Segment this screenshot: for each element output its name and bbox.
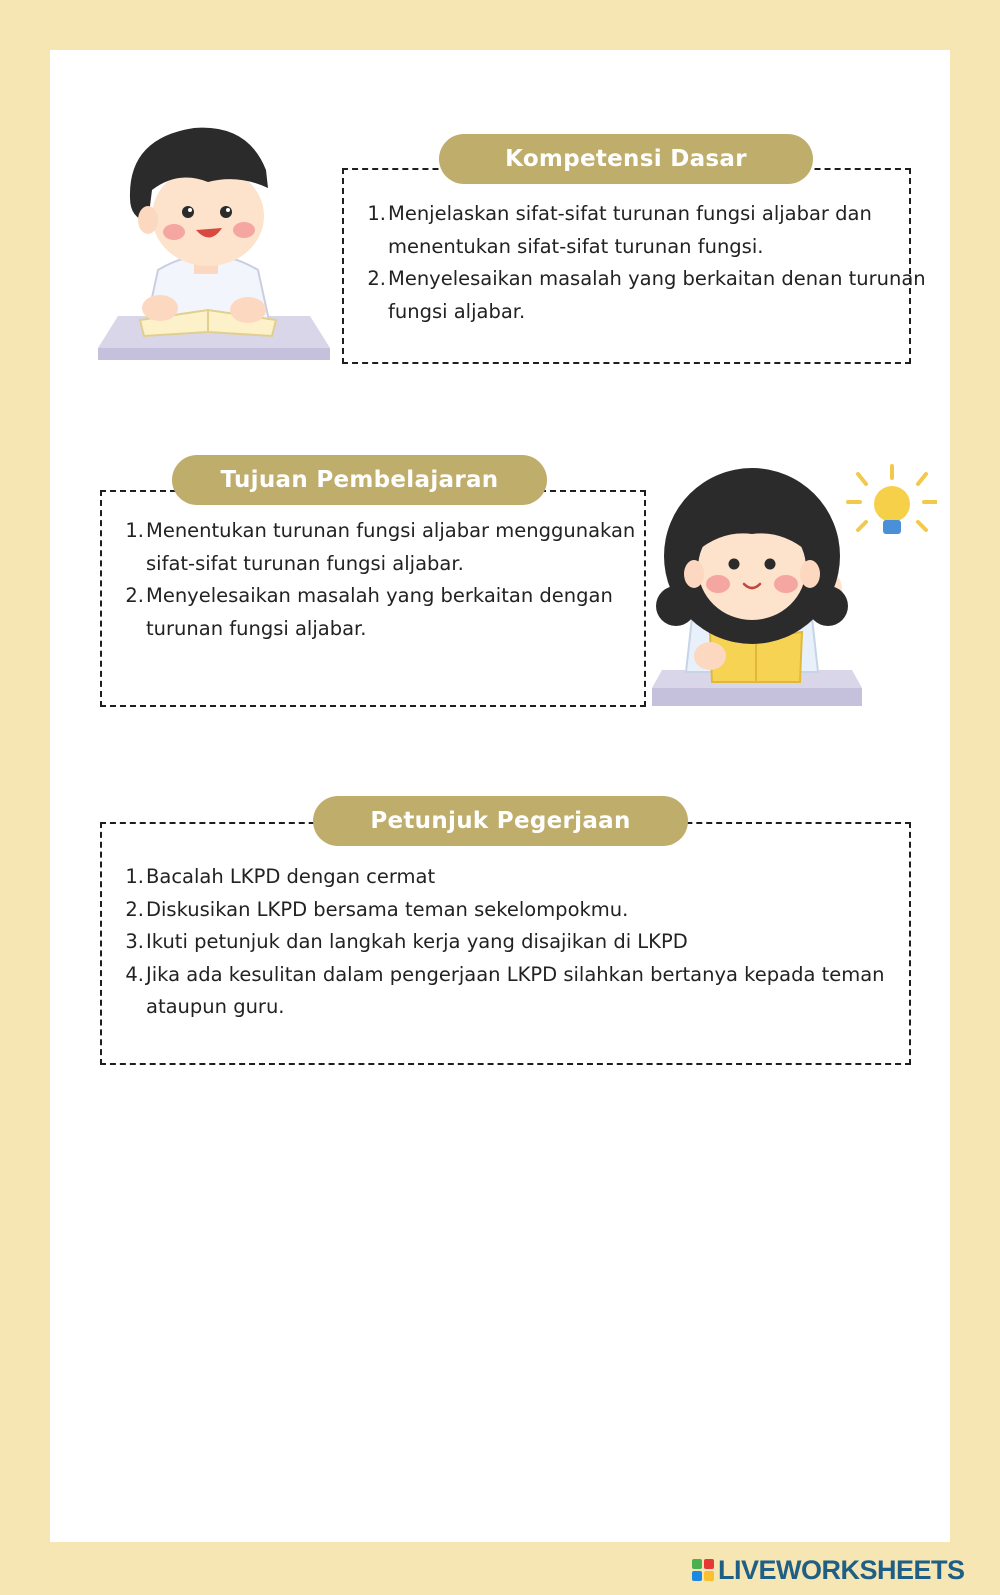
kompetensi-dasar-list xyxy=(342,198,954,328)
kompetensi-dasar-title: Kompetensi Dasar xyxy=(439,134,813,184)
boy-reading-book-icon xyxy=(98,120,330,368)
list-item: Menyelesaikan masalah yang berkaitan denan turunan fungsi aljabar. xyxy=(388,267,926,323)
list-item: Ikuti petunjuk dan langkah kerja yang disajikan di LKPD xyxy=(146,930,688,953)
girl-with-idea-lightbulb-icon xyxy=(652,456,937,708)
tujuan-pembelajaran-list xyxy=(100,515,666,645)
liveworksheets-mark-icon xyxy=(692,1559,714,1581)
list-item: Menentukan turunan fungsi aljabar menggunakan sifat-sifat turunan fungsi aljabar. xyxy=(146,519,636,575)
list-item: Diskusikan LKPD bersama teman sekelompokmu. xyxy=(146,897,629,921)
list-item: Menyelesaikan masalah yang berkaitan dengan turunan fungsi aljabar. xyxy=(146,584,613,640)
list-item: Menjelaskan sifat-sifat turunan fungsi aljabar dan menentukan sifat-sifat turunan fungsi. xyxy=(388,202,872,258)
tujuan-pembelajaran-title: Tujuan Pembelajaran xyxy=(172,455,547,505)
logo-text: LIVEWORKSHEETS xyxy=(718,1554,965,1585)
liveworksheets-logo[interactable] xyxy=(692,1553,965,1587)
petunjuk-pegerjaan-list xyxy=(100,861,936,1024)
list-item: Bacalah LKPD dengan cermat xyxy=(146,865,436,888)
petunjuk-pegerjaan-title: Petunjuk Pegerjaan xyxy=(313,796,688,846)
list-item: Jika ada kesulitan dalam pengerjaan LKPD silahkan bertanya kepada teman ataupun guru. xyxy=(146,962,885,1018)
